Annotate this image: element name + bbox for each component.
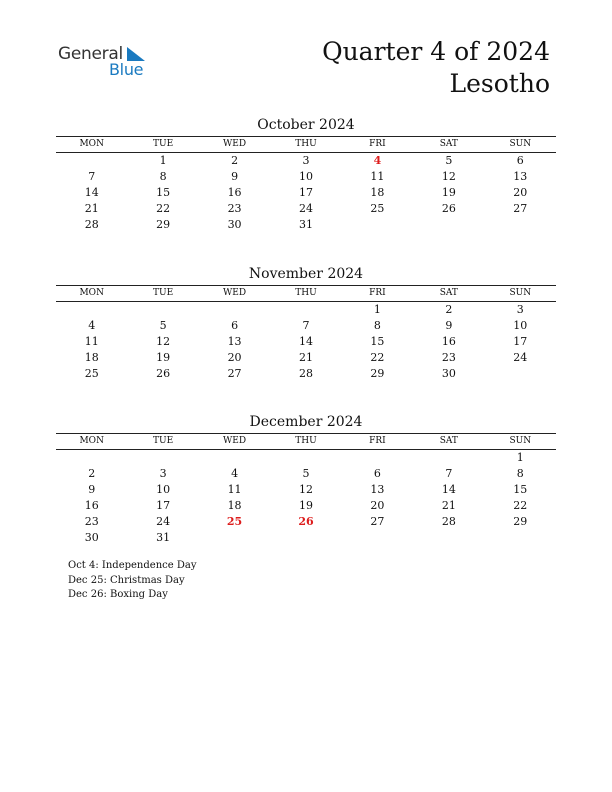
day-cell: 10 xyxy=(513,319,528,332)
day-cell: 16 xyxy=(84,499,99,512)
weekday-label: WED xyxy=(223,436,247,446)
day-grid xyxy=(56,153,556,233)
day-cell: 21 xyxy=(84,202,99,215)
day-cell: 30 xyxy=(441,367,456,380)
day-cell: 9 xyxy=(88,483,96,496)
day-cell: 2 xyxy=(231,154,239,167)
weekday-label: SAT xyxy=(439,436,458,446)
empty-day-cell xyxy=(56,450,127,466)
weekday-label: SUN xyxy=(509,288,532,298)
day-cell: 4 xyxy=(373,154,382,167)
day-cell: 29 xyxy=(513,515,528,528)
day-cell: 11 xyxy=(227,483,242,496)
day-cell: 8 xyxy=(516,467,524,480)
day-cell: 28 xyxy=(298,367,313,380)
day-cell: 4 xyxy=(88,319,96,332)
day-cell: 23 xyxy=(84,515,99,528)
day-cell: 27 xyxy=(513,202,528,215)
weekday-label: THU xyxy=(295,288,317,298)
day-cell: 14 xyxy=(298,335,313,348)
day-cell: 27 xyxy=(370,515,385,528)
month-november xyxy=(56,265,556,382)
weekday-label: FRI xyxy=(369,139,386,149)
day-cell: 19 xyxy=(441,186,456,199)
page-title: Quarter 4 of 2024 xyxy=(322,37,550,66)
day-cell: 12 xyxy=(156,335,171,348)
day-cell: 20 xyxy=(227,351,242,364)
day-cell: 15 xyxy=(370,335,385,348)
weekday-header xyxy=(56,136,556,153)
day-cell: 3 xyxy=(302,154,310,167)
day-cell: 21 xyxy=(441,499,456,512)
day-cell: 12 xyxy=(298,483,313,496)
day-cell: 22 xyxy=(156,202,171,215)
day-cell: 2 xyxy=(445,303,453,316)
day-cell: 25 xyxy=(370,202,385,215)
day-cell: 29 xyxy=(156,218,171,231)
day-cell: 17 xyxy=(156,499,171,512)
day-cell: 16 xyxy=(227,186,242,199)
empty-day-cell xyxy=(270,302,341,318)
day-cell: 11 xyxy=(370,170,385,183)
empty-day-cell xyxy=(342,217,413,233)
day-cell: 31 xyxy=(156,531,171,544)
day-cell: 6 xyxy=(373,467,381,480)
day-cell: 15 xyxy=(513,483,528,496)
weekday-label: SUN xyxy=(509,436,532,446)
day-cell: 20 xyxy=(370,499,385,512)
day-cell: 23 xyxy=(227,202,242,215)
day-cell: 5 xyxy=(159,319,167,332)
day-cell: 17 xyxy=(298,186,313,199)
day-cell: 7 xyxy=(445,467,453,480)
day-cell: 12 xyxy=(441,170,456,183)
day-cell: 10 xyxy=(156,483,171,496)
weekday-label: SAT xyxy=(439,288,458,298)
empty-day-cell xyxy=(199,450,270,466)
day-cell: 23 xyxy=(441,351,456,364)
empty-day-cell xyxy=(56,153,127,169)
logo-word-blue: Blue xyxy=(109,60,144,79)
weekday-label: MON xyxy=(79,288,104,298)
day-grid xyxy=(56,302,556,382)
day-cell: 16 xyxy=(441,335,456,348)
day-cell: 22 xyxy=(370,351,385,364)
month-december xyxy=(56,413,556,546)
empty-day-cell xyxy=(199,530,270,546)
day-cell: 3 xyxy=(516,303,524,316)
weekday-label: SAT xyxy=(439,139,458,149)
weekday-label: SUN xyxy=(509,139,532,149)
day-cell: 10 xyxy=(298,170,313,183)
weekday-label: THU xyxy=(295,139,317,149)
day-cell: 18 xyxy=(227,499,242,512)
weekday-label: THU xyxy=(295,436,317,446)
title-block xyxy=(322,36,550,100)
weekday-label: WED xyxy=(223,139,247,149)
day-cell: 26 xyxy=(441,202,456,215)
holiday-note: Dec 26: Boxing Day xyxy=(68,589,168,600)
empty-day-cell xyxy=(342,530,413,546)
day-cell: 6 xyxy=(231,319,239,332)
holiday-note: Dec 25: Christmas Day xyxy=(68,574,185,586)
country-name: Lesotho xyxy=(449,69,550,98)
weekday-label: TUE xyxy=(153,288,174,298)
empty-day-cell xyxy=(485,530,556,546)
day-cell: 14 xyxy=(84,186,99,199)
day-cell: 8 xyxy=(159,170,167,183)
day-cell: 8 xyxy=(373,319,381,332)
day-grid xyxy=(56,450,556,546)
day-cell: 7 xyxy=(302,319,310,332)
weekday-label: TUE xyxy=(153,139,174,149)
day-cell: 9 xyxy=(231,170,239,183)
day-cell: 5 xyxy=(445,154,453,167)
empty-day-cell xyxy=(127,302,198,318)
day-cell: 22 xyxy=(513,499,528,512)
day-cell: 24 xyxy=(156,515,171,528)
day-cell: 11 xyxy=(84,335,99,348)
empty-day-cell xyxy=(127,450,198,466)
empty-day-cell xyxy=(413,530,484,546)
day-cell: 17 xyxy=(513,335,528,348)
weekday-label: WED xyxy=(223,288,247,298)
day-cell: 28 xyxy=(84,218,99,231)
day-cell: 13 xyxy=(513,170,528,183)
day-cell: 19 xyxy=(156,351,171,364)
day-cell: 4 xyxy=(231,467,239,480)
month-october xyxy=(56,116,556,233)
day-cell: 24 xyxy=(298,202,313,215)
day-cell: 13 xyxy=(227,335,242,348)
empty-day-cell xyxy=(485,366,556,382)
empty-day-cell xyxy=(199,302,270,318)
empty-day-cell xyxy=(413,450,484,466)
holiday-notes xyxy=(68,559,196,603)
day-cell: 25 xyxy=(84,367,99,380)
day-cell: 7 xyxy=(88,170,96,183)
day-cell: 31 xyxy=(298,218,313,231)
month-title: December 2024 xyxy=(249,414,363,430)
logo xyxy=(58,44,158,80)
day-cell: 1 xyxy=(159,154,167,167)
weekday-label: FRI xyxy=(369,436,386,446)
day-cell: 20 xyxy=(513,186,528,199)
day-cell: 30 xyxy=(227,218,242,231)
empty-day-cell xyxy=(413,217,484,233)
day-cell: 5 xyxy=(302,467,310,480)
empty-day-cell xyxy=(342,450,413,466)
day-cell: 30 xyxy=(84,531,99,544)
day-cell: 19 xyxy=(298,499,313,512)
day-cell: 24 xyxy=(513,351,528,364)
month-title: November 2024 xyxy=(248,266,364,282)
weekday-label: FRI xyxy=(369,288,386,298)
day-cell: 1 xyxy=(373,303,381,316)
weekday-label: MON xyxy=(79,139,104,149)
day-cell: 15 xyxy=(156,186,171,199)
weekday-label: TUE xyxy=(153,436,174,446)
empty-day-cell xyxy=(56,302,127,318)
empty-day-cell xyxy=(485,217,556,233)
day-cell: 29 xyxy=(370,367,385,380)
month-title: October 2024 xyxy=(257,117,355,133)
day-cell: 13 xyxy=(370,483,385,496)
day-cell: 26 xyxy=(298,515,314,528)
day-cell: 3 xyxy=(159,467,167,480)
day-cell: 2 xyxy=(88,467,96,480)
day-cell: 18 xyxy=(84,351,99,364)
day-cell: 28 xyxy=(441,515,456,528)
weekday-header xyxy=(56,285,556,302)
logo-word-general: General xyxy=(58,44,123,64)
weekday-label: MON xyxy=(79,436,104,446)
day-cell: 25 xyxy=(226,515,243,528)
day-cell: 14 xyxy=(441,483,456,496)
weekday-header xyxy=(56,433,556,450)
day-cell: 27 xyxy=(227,367,242,380)
day-cell: 1 xyxy=(516,451,524,464)
day-cell: 6 xyxy=(516,154,524,167)
holiday-note: Oct 4: Independence Day xyxy=(68,560,197,571)
day-cell: 9 xyxy=(445,319,453,332)
day-cell: 18 xyxy=(370,186,385,199)
day-cell: 21 xyxy=(298,351,313,364)
empty-day-cell xyxy=(270,450,341,466)
empty-day-cell xyxy=(270,530,341,546)
day-cell: 26 xyxy=(156,367,171,380)
